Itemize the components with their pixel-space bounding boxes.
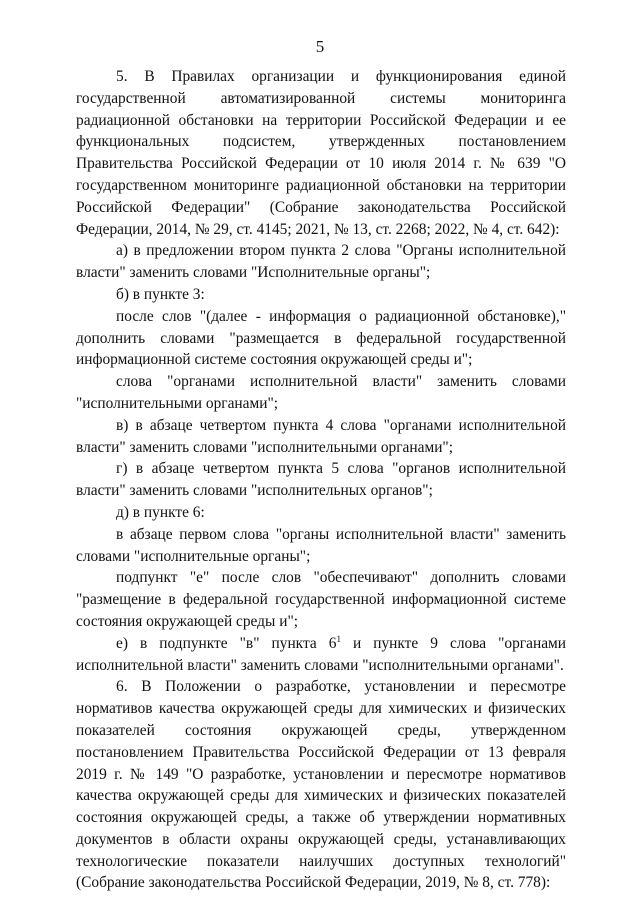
superscript-mark: 1 bbox=[336, 633, 341, 644]
paragraph-5g: г) в абзаце четвертом пункта 5 слова "органов исполнительной власти" заменить словами "исполнительных органов"; bbox=[76, 460, 566, 500]
paragraph-5-intro: 5. В Правилах организации и функционирования единой государственной автоматизированной системы мониторинга радиационной обстановки на территории Российской Федерации и ее функциональных подсистем, утвержденных постановлением Правительства Российской Федерации от 10 июля 2014 г. № 639 "О государственном мониторинге радиационной обстановки на территории Российской Федерации" (Собрание законодательства Российской Федерации, 2014, № 29, ст. 4145; 2021, № 13, ст. 2268; 2022, № 4, ст. 642): bbox=[76, 68, 566, 238]
paragraph-5b-2: слова "органами исполнительной власти" заменить словами "исполнительными органами"; bbox=[76, 373, 566, 412]
paragraph-6-intro: 6. В Положении о разработке, установлении и пересмотре нормативов качества окружающей среды для химических и физических показателей состояния окружающей среды, утвержденном постановлением Правительства Российской Федерации от 13 февраля 2019 г. № 149 "О разработке, установлении и пересмотре нормативов качества окружающей среды для химических и физических показателей состояния окружающей среды, а также об утверждении нормативных документов в области охраны окружающей среды, устанавливающих технологические показатели наилучших доступных технологий" (Собрание законодательства Российской Федерации, 2019, № 8, ст. 778): bbox=[76, 678, 566, 892]
paragraph-5v: в) в абзаце четвертом пункта 4 слова "органами исполнительной власти" заменить словами "исполнительными органами"; bbox=[76, 416, 566, 456]
paragraph-5e bbox=[76, 633, 566, 677]
paragraph-5b: б) в пункте 3: bbox=[116, 285, 205, 303]
paragraph-5e-end: и пункте 9 слова "органами исполнительной власти" заменить словами "исполнительными органами". bbox=[76, 634, 566, 674]
page-number: 5 bbox=[315, 37, 325, 56]
paragraph-5a: а) в предложении втором пункта 2 слова "Органы исполнительной власти" заменить словами "Исполнительные органы"; bbox=[76, 242, 566, 282]
paragraph-5d-1: в абзаце первом слова "органы исполнительной власти" заменить словами "исполнительные органы"; bbox=[76, 525, 566, 565]
paragraph-5d-2: подпункт "е" после слов "обеспечивают" дополнить словами "размещение в федеральной государственной информационной системе состояния окружающей среды и"; bbox=[76, 569, 566, 630]
paragraph-5b-1: после слов "(далее - информация о радиационной обстановке)," дополнить словами "размещается в федеральной государственной информационной системе состояния окружающей среды и"; bbox=[76, 307, 566, 369]
paragraph-5e-start: е) в подпункте "в" пункта 6 bbox=[116, 634, 337, 652]
paragraph-5d: д) в пункте 6: bbox=[116, 503, 205, 521]
document-body bbox=[76, 66, 566, 894]
